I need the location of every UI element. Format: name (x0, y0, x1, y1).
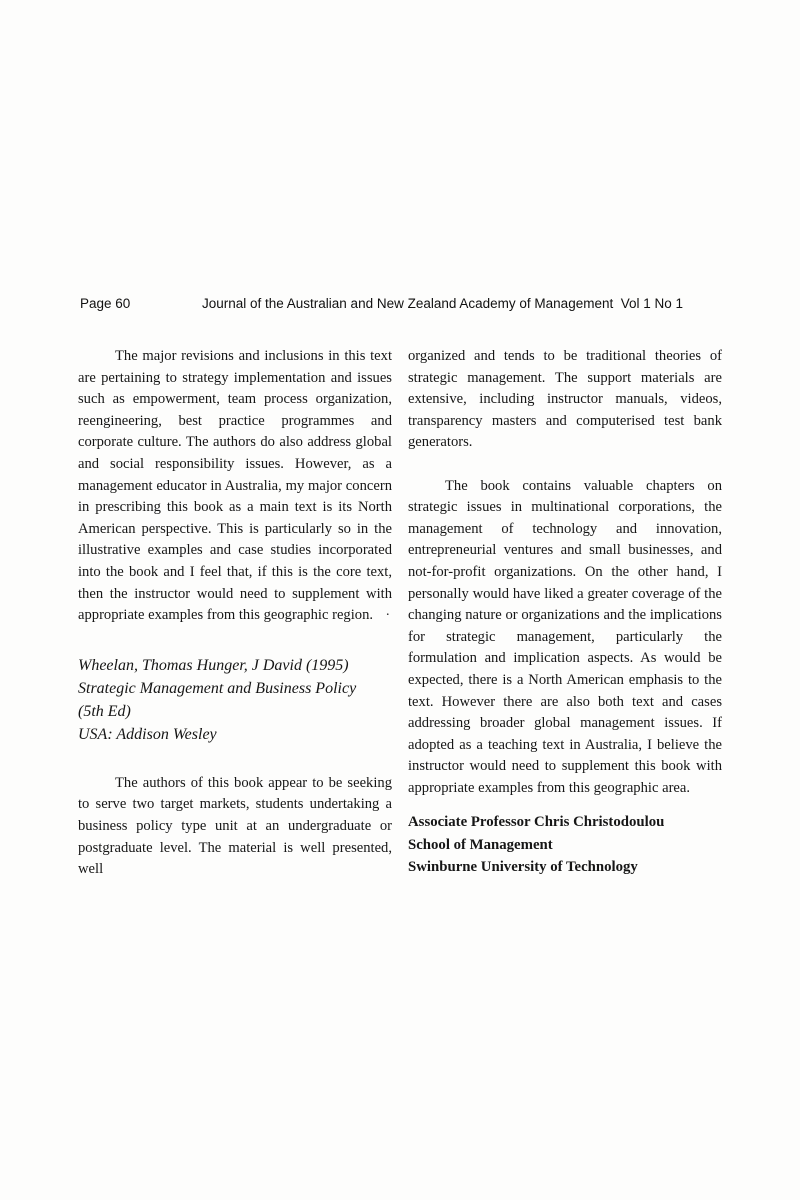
reviewer-signature (408, 811, 722, 879)
citation-book-title: Strategic Management and Business Policy (78, 679, 357, 697)
left-paragraph-revisions: The major revisions and inclusions in this text are pertaining to strategy implementation and issues such as empowerment, team process organization, reengineering, best practice programmes and corporate culture. The authors do also address global and social responsibility issues. However, as a management educator in Australia, my major concern in prescribing this book as a main text is its North American perspective. This is particularly so in the illustrative examples and case studies incorporated into the book and I feel that, if this is the core text, then the instructor would need to supplement with appropriate examples from this geographic region. (78, 348, 392, 624)
right-paragraph-continuation: organized and tends to be traditional theories of strategic management. The support materials are extensive, including instructor manuals, videos, transparency masters and computerised test bank generators. (408, 348, 722, 451)
citation-authors: Wheelan, Thomas Hunger, J David (1995) (78, 656, 349, 674)
running-header (78, 296, 722, 312)
citation-publisher: USA: Addison Wesley (78, 725, 217, 743)
left-paragraph-authors-seeking: The authors of this book appear to be seeking to serve two target markets, students undertaking a business policy type unit at an undergraduate or postgraduate level. The material is well presented, well (78, 774, 392, 878)
reviewer-university: Swinburne University of Technology (408, 859, 638, 876)
citation-edition: (5th Ed) (78, 702, 131, 720)
reviewer-school: School of Management (408, 836, 553, 853)
right-paragraph-chapters: The book contains valuable chapters on strategic issues in multinational corporations, the management of technology and innovation, entrepreneurial ventures and small businesses, and not-for-profit organizations. On the other hand, I personally would have liked a greater coverage of the changing nature or organizations and the implications for strategic management, particularly the formulation and implication aspects. As would be expected, there is a North American emphasis to the text. However there are also both text and cases addressing broader global management issues. If adopted as a teaching text in Australia, I believe the instructor would need to supplement this book with appropriate examples from this geographic area. (408, 477, 722, 796)
page-number-label: Page 60 (80, 296, 131, 311)
scan-artifact-dot: . (386, 604, 390, 619)
reviewer-name: Associate Professor Chris Christodoulou (408, 814, 665, 831)
book-citation (78, 654, 392, 746)
left-column (78, 346, 392, 881)
right-column (408, 346, 722, 881)
two-column-body (78, 346, 722, 881)
journal-title: Journal of the Australian and New Zealand Academy of Management Vol 1 No 1 (201, 296, 684, 311)
